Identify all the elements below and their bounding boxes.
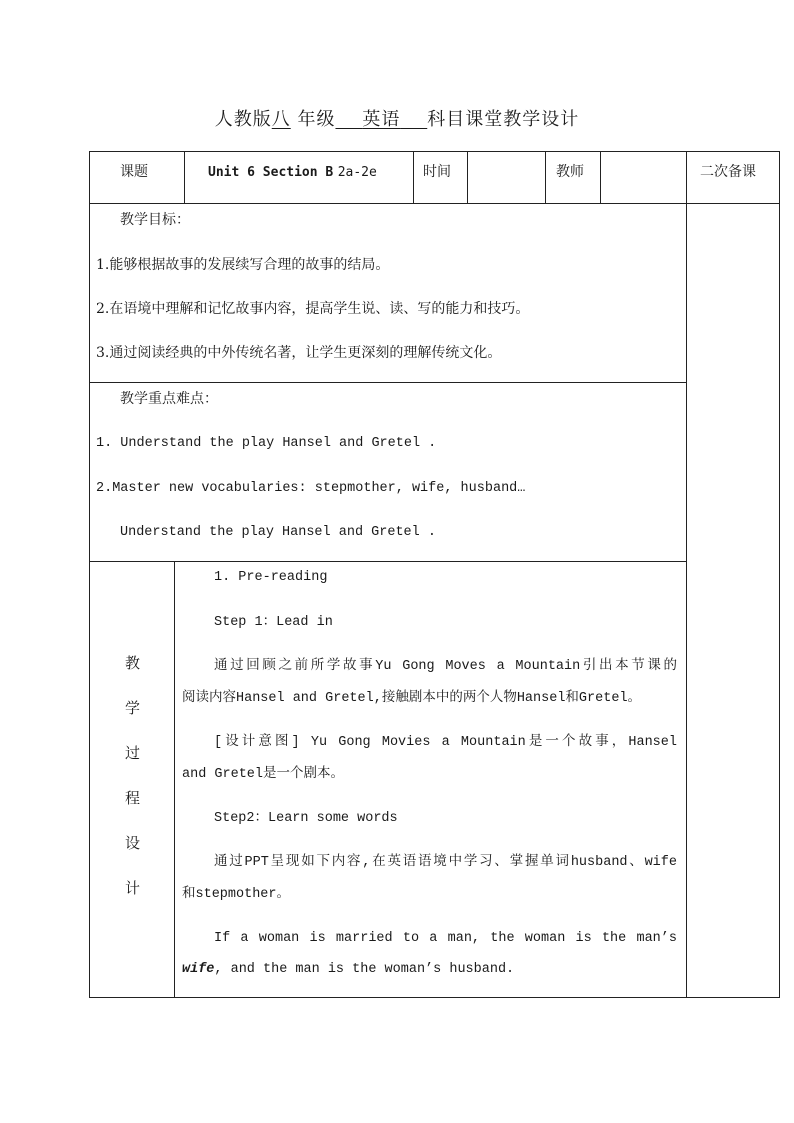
title-suffix: 科目课堂教学设计	[427, 109, 580, 130]
objectives-heading: 教学目标：	[120, 212, 190, 228]
process-label-char: 学	[125, 699, 141, 717]
table-rule	[174, 561, 175, 998]
table-rule	[89, 382, 686, 383]
objective-item: 1.能够根据故事的发展续写合理的故事的结局。	[96, 257, 390, 273]
topic-value	[208, 162, 377, 183]
lead-in-text: 阅读内容Hansel and Gretel,接触剧本中的两个人物Hansel和Gretel。	[182, 691, 642, 706]
topic-unit: Unit 6 Section B	[208, 165, 334, 180]
key-points-heading: 教学重点难点：	[120, 391, 218, 407]
process-label-char: 教	[125, 654, 141, 672]
time-label: 时间	[423, 164, 451, 180]
design-intent-text: and Gretel是一个剧本。	[182, 767, 345, 782]
table-border-left	[89, 151, 90, 998]
title-grade: 八	[271, 109, 291, 130]
title-prefix: 人教版	[214, 109, 272, 130]
objective-item: 3.通过阅读经典的中外传统名著，让学生更深刻的理解传统文化。	[96, 345, 502, 361]
table-rule	[600, 151, 601, 203]
words-text: 通过PPT呈现如下内容,在英语语境中学习、掌握单词husband、wife	[214, 855, 677, 870]
page-title	[0, 105, 794, 131]
example-bold-word: wife	[182, 962, 215, 977]
table-rule	[686, 151, 687, 998]
pre-reading-heading: 1. Pre-reading	[214, 570, 328, 585]
key-point-item: 2.Master new vocabularies: stepmother, wife, husband…	[96, 481, 526, 496]
table-rule	[89, 203, 780, 204]
key-point-item: Understand the play Hansel and Gretel .	[120, 525, 436, 540]
process-label-char: 程	[125, 789, 141, 807]
table-border-top	[89, 151, 780, 152]
title-subject-blank	[335, 109, 427, 130]
title-subject: 英语	[362, 109, 401, 130]
step1-heading: Step 1：Lead in	[214, 615, 333, 630]
title-grade-suffix: 年级	[297, 109, 336, 130]
table-rule	[184, 151, 185, 203]
process-label-char: 过	[125, 744, 141, 762]
objective-item: 2.在语境中理解和记忆故事内容，提高学生说、读、写的能力和技巧。	[96, 301, 530, 317]
second-prep-label: 二次备课	[700, 164, 756, 180]
table-rule	[413, 151, 414, 203]
example-sentence	[182, 960, 514, 980]
words-text: 和stepmother。	[182, 887, 291, 902]
process-label-char: 计	[125, 879, 141, 897]
example-sentence: If a woman is married to a man, the woman is the man’s	[214, 931, 677, 946]
table-rule	[467, 151, 468, 203]
topic-label: 课题	[120, 164, 148, 180]
key-point-item: 1. Understand the play Hansel and Gretel .	[96, 436, 437, 451]
lead-in-text: 通过回顾之前所学故事Yu Gong Moves a Mountain引出本节课的	[214, 659, 677, 674]
teacher-label: 教师	[556, 164, 584, 180]
table-rule	[89, 561, 686, 562]
process-label-char: 设	[125, 834, 141, 852]
table-border-right	[779, 151, 780, 998]
topic-range: 2a-2e	[337, 165, 377, 180]
table-border-bottom	[89, 997, 780, 998]
example-sentence-rest: , and the man is the woman’s husband.	[214, 962, 515, 977]
table-rule	[545, 151, 546, 203]
design-intent-text: [设计意图] Yu Gong Movies a Mountain是一个故事，Hansel	[214, 735, 677, 750]
step2-heading: Step2：Learn some words	[214, 811, 398, 826]
